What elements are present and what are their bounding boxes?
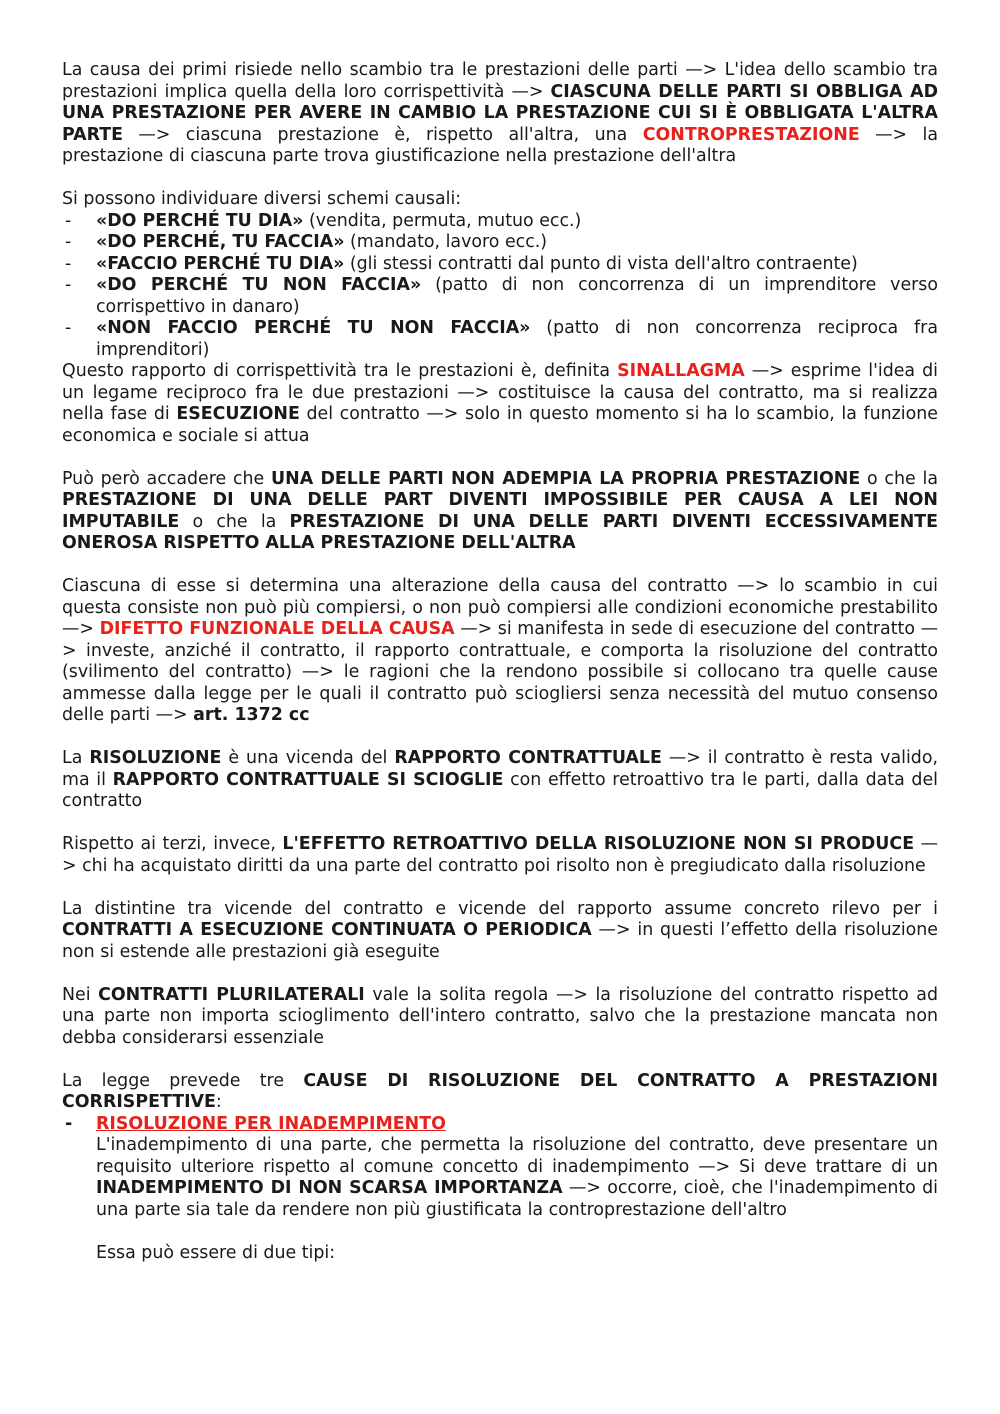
list-item: - «DO PERCHÉ TU NON FACCIA» (patto di non concorrenza di un imprenditore verso corrispettivo in danaro) (62, 275, 938, 318)
schemes-list (62, 211, 938, 362)
paragraph-sinallagma: Questo rapporto di corrispettività tra le prestazioni è, definita SINALLAGMA —> esprime l'idea di un legame reciproco fra le due prestazioni —> costituisce la causa del contratto, ma si realizza nella fase di ESECUZIONE del contratto —> solo in questo momento si ha lo scambio, la funzione economica e sociale si attua (62, 361, 938, 446)
list-item (62, 1114, 938, 1136)
list-item: - «NON FACCIO PERCHÉ TU NON FACCIA» (patto di non concorrenza reciproca fra imprenditori) (62, 318, 938, 361)
section-heading-inadempimento: RISOLUZIONE PER INADEMPIMENTO (96, 1113, 446, 1134)
paragraph-alterazioni: Può però accadere che UNA DELLE PARTI NON ADEMPIA LA PROPRIA PRESTAZIONE o che la PRESTAZIONE DI UNA DELLE PART DIVENTI IMPOSSIBILE PER CAUSA A LEI NON IMPUTABILE o che la PRESTAZIONE DI UNA DELLE PARTI DIVENTI ECCESSIVAMENTE ONEROSA RISPETTO ALLA PRESTAZIONE DELL'ALTRA (62, 468, 938, 553)
paragraph-difetto-funzionale: Ciascuna di esse si determina una alterazione della causa del contratto —> lo scambio in cui questa consiste non può più compiersi, o non può compiersi alle condizioni economiche prestabilito —> DIFETTO FUNZIONALE DELLA CAUSA —> si manifesta in sede di esecuzione del contratto —> investe, anziché il contratto, il rapporto contrattuale, e comporta la risoluzione del contratto (svilimento del contratto) —> le ragioni che la rendono possibile si collocano tra quelle cause ammesse dalla legge per le quali il contratto può sciogliersi senza necessità del mutuo consenso delle parti —> art. 1372 cc (62, 576, 938, 725)
paragraph-tipi: Essa può essere di due tipi: (96, 1242, 336, 1263)
paragraph-inadempimento: L'inadempimento di una parte, che permetta la risoluzione del contratto, deve presentare un requisito ulteriore rispetto al comune concetto di inadempimento —> Si deve trattare di un INADEMPIMENTO DI NON SCARSA IMPORTANZA —> occorre, cioè, che l'inadempimento di una parte sia tale da rendere non più giustificata la controprestazione dell'altro (96, 1135, 939, 1220)
term-sinallagma: SINALLAGMA (617, 361, 745, 381)
paragraph-cause-risoluzione: La legge prevede tre CAUSE DI RISOLUZIONE DEL CONTRATTO A PRESTAZIONI CORRISPETTIVE: (62, 1070, 938, 1112)
list-item: - «DO PERCHÉ TU DIA» (vendita, permuta, mutuo ecc.) (62, 211, 938, 233)
list-item: - «FACCIO PERCHÉ TU DIA» (gli stessi contratti dal punto di vista dell'altro contraente) (62, 254, 938, 276)
bold-obbligo: CIASCUNA DELLE PARTI SI OBBLIGA AD UNA PRESTAZIONE PER AVERE IN CAMBIO LA PRESTAZIONE CUI SI È OBBLIGATA L'ALTRA PARTE (62, 81, 939, 145)
paragraph-risoluzione: La RISOLUZIONE è una vicenda del RAPPORTO CONTRATTUALE —> il contratto è resta valido, ma il RAPPORTO CONTRATTUALE SI SCIOGLIE con effetto retroattivo tra le parti, dalla data del contratto (62, 748, 938, 811)
paragraph-plurilaterali: Nei CONTRATTI PLURILATERALI vale la solita regola —> la risoluzione del contratto rispetto ad una parte non importa scioglimento dell'intero contratto, salvo che la prestazione mancata non debba considerarsi essenziale (62, 984, 938, 1048)
paragraph-esecuzione-continuata: La distintine tra vicende del contratto e vicende del rapporto assume concreto rilevo per i CONTRATTI A ESECUZIONE CONTINUATA O PERIODICA —> in questi l’effetto della risoluzione non si estende alle prestazioni già eseguite (62, 898, 939, 962)
article-reference: art. 1372 cc (193, 705, 310, 725)
term-controprestazione: CONTROPRESTAZIONE (642, 124, 860, 145)
list-item: - «DO PERCHÉ, TU FACCIA» (mandato, lavoro ecc.) (62, 232, 938, 254)
paragraph-corrispettivita: La causa dei primi risiede nello scambio tra le prestazioni delle parti —> L'idea dello scambio tra prestazioni implica quella della loro corrispettività —> CIASCUNA DELLE PARTI SI OBBLIGA AD UNA PRESTAZIONE PER AVERE IN CAMBIO LA PRESTAZIONE CUI SI È OBBLIGATA L'ALTRA PARTE —> ciascuna prestazione è, rispetto all'altra, una CONTROPRESTAZIONE —> la prestazione di ciascuna parte trova giustificazione nella prestazione dell'altra (62, 60, 939, 166)
schemes-intro: Si possono individuare diversi schemi causali: (62, 189, 462, 209)
term-difetto-funzionale: DIFETTO FUNZIONALE DELLA CAUSA (99, 619, 455, 639)
paragraph-terzi: Rispetto ai terzi, invece, L'EFFETTO RETROATTIVO DELLA RISOLUZIONE NON SI PRODUCE —> chi ha acquistato diritti da una parte del contratto poi risolto non è pregiudicato dalla risoluzione (62, 834, 939, 876)
cause-list (62, 1114, 938, 1136)
